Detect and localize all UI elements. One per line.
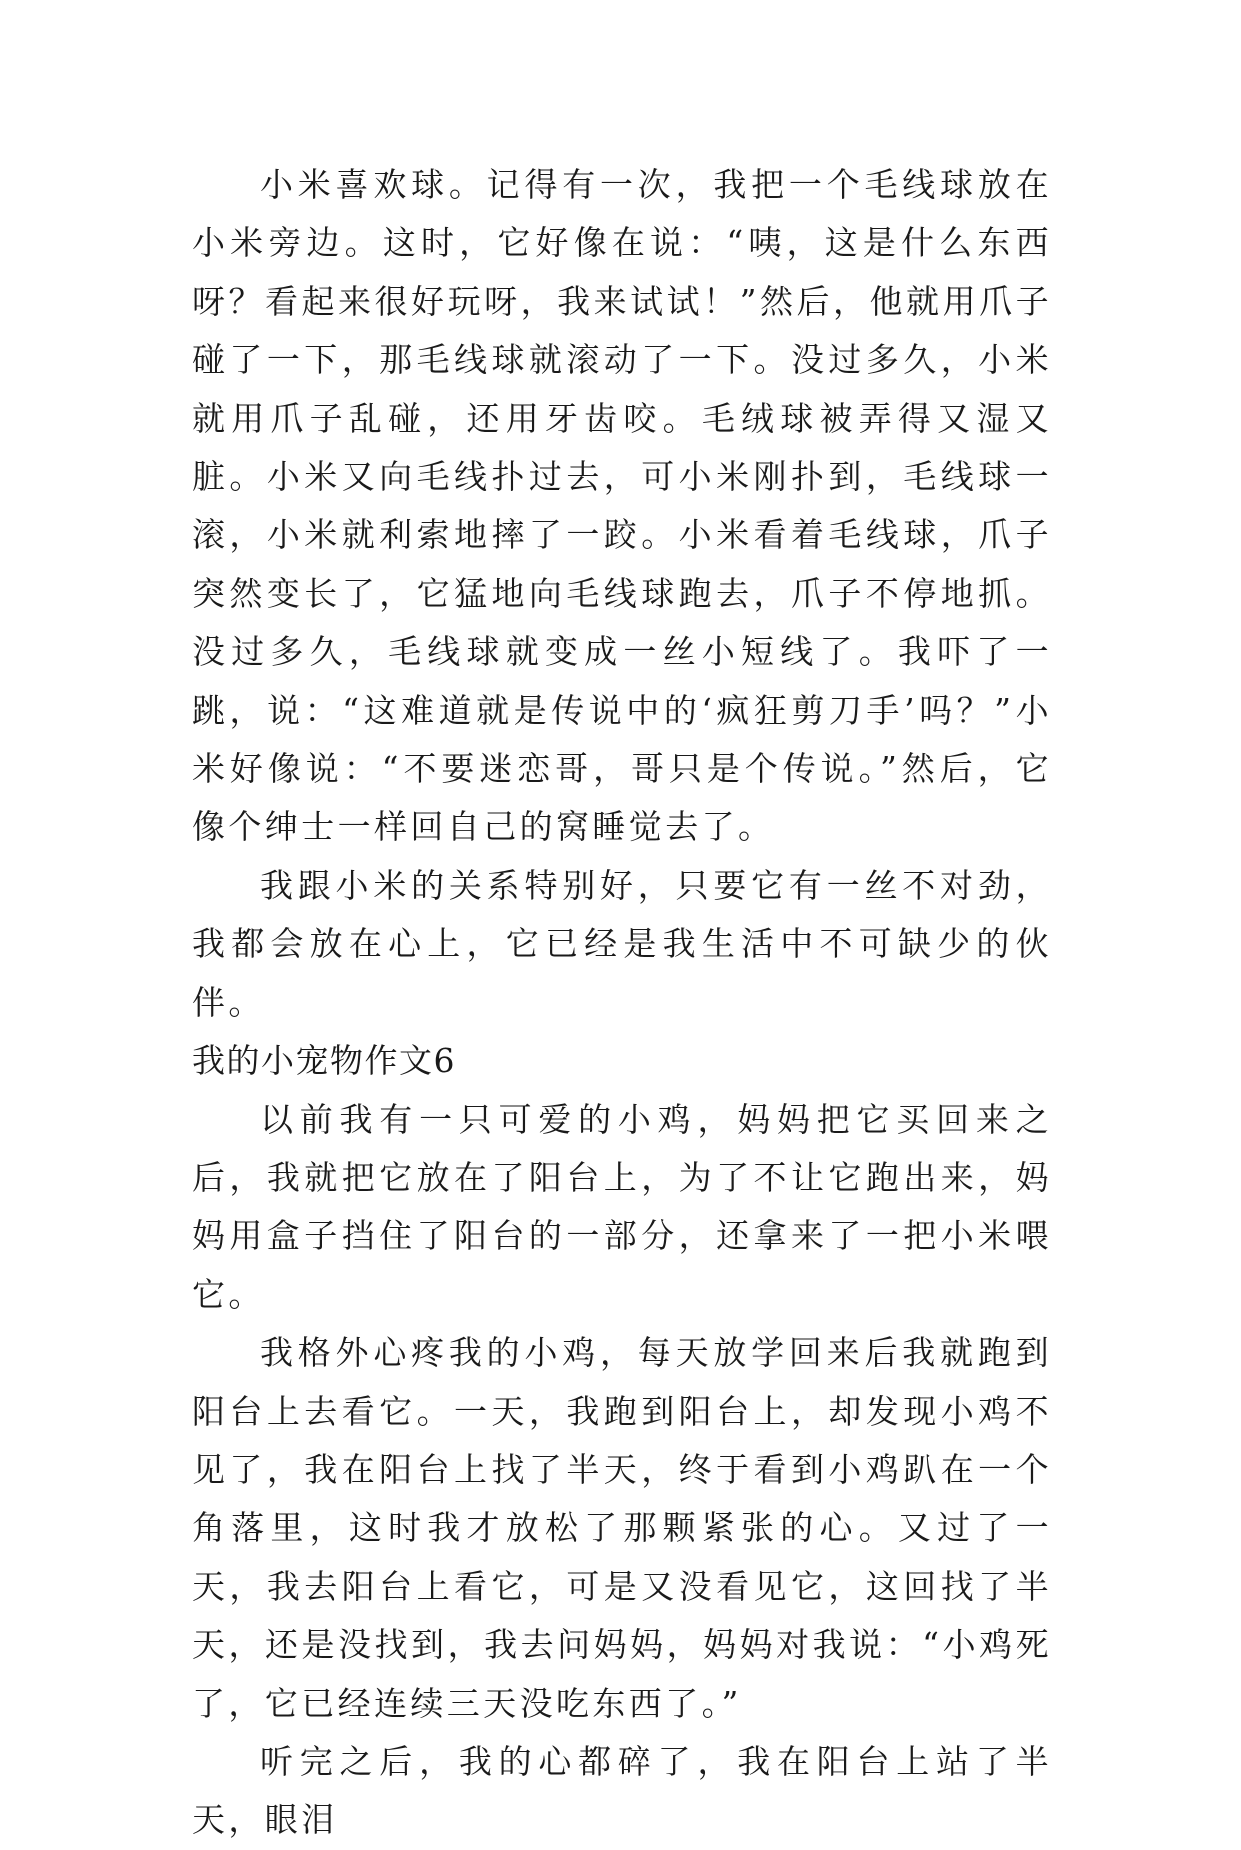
paragraph-chick-intro: 以前我有一只可爱的小鸡，妈妈把它买回来之后，我就把它放在了阳台上，为了不让它跑出来，妈妈用盒子挡住了阳台的一部分，还拿来了一把小米喂它。 <box>192 1099 1052 1314</box>
document-body <box>192 156 1052 1850</box>
paragraph-chick-missing: 我格外心疼我的小鸡，每天放学回来后我就跑到阳台上去看它。一天，我跑到阳台上，却发现小鸡不见了，我在阳台上找了半天，终于看到小鸡趴在一个角落里，这时我才放松了那颗紧张的心。又过了一天，我去阳台上看它，可是又没看见它，这回找了半天，还是没找到，我去问妈妈，妈妈对我说：“小鸡死了，它已经连续三天没吃东西了。” <box>192 1333 1052 1723</box>
paragraph-xiaomi-ball: 小米喜欢球。记得有一次，我把一个毛线球放在小米旁边。这时，它好像在说：“咦，这是什么东西呀？看起来很好玩呀，我来试试！”然后，他就用爪子碰了一下，那毛线球就滚动了一下。没过多久，小米就用爪子乱碰，还用牙齿咬。毛绒球被弄得又湿又脏。小米又向毛线扑过去，可小米刚扑到，毛线球一滚，小米就利索地摔了一跤。小米看着毛线球，爪子突然变长了，它猛地向毛线球跑去，爪子不停地抓。没过多久，毛线球就变成一丝小短线了。我吓了一跳，说：“这难道就是传说中的‘疯狂剪刀手’吗？”小米好像说：“不要迷恋哥，哥只是个传说。”然后，它像个绅士一样回自己的窝睡觉去了。 <box>192 165 1052 847</box>
paragraph-xiaomi-relationship: 我跟小米的关系特别好，只要它有一丝不对劲，我都会放在心上，它已经是我生活中不可缺少的伙伴。 <box>192 865 1052 1022</box>
essay-heading: 我的小宠物作文6 <box>192 1041 456 1081</box>
paragraph-heartbroken: 听完之后，我的心都碎了，我在阳台上站了半天，眼泪 <box>192 1741 1052 1840</box>
